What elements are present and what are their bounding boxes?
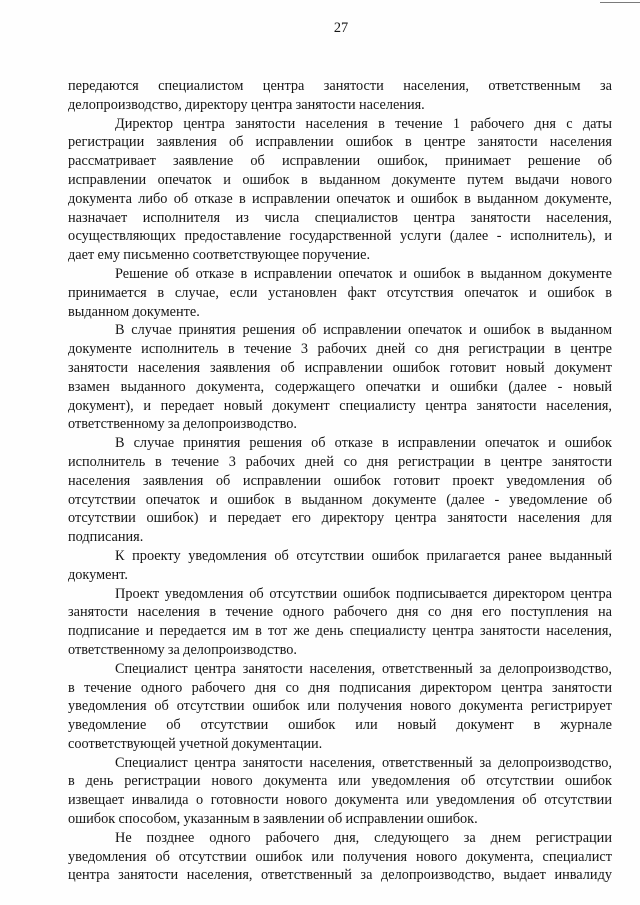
paragraph (68, 660, 612, 754)
text-line: соответствующей учетной документации. (68, 735, 323, 752)
text-line: занятости населения в течение одного рабочего дня со дня его поступления на (68, 604, 612, 621)
scan-edge-line (600, 2, 640, 3)
paragraph (68, 321, 612, 434)
paragraph (68, 265, 612, 321)
paragraph (68, 115, 612, 265)
text-line: Специалист центра занятости населения, ответственный за делопроизводство, (115, 660, 612, 677)
page-number: 27 (333, 20, 349, 36)
text-line: уведомление об отсутствии ошибок или новый документ в журнале (68, 717, 612, 734)
text-line: уведомления об отсутствии ошибок или получения нового документа регистрирует (68, 698, 612, 715)
text-line: принимается в случае, если установлен факт отсутствия опечаток и ошибок в (68, 284, 612, 301)
paragraph (68, 547, 612, 585)
text-line: отсутствии ошибок) и передает его директору центра занятости населения для (68, 510, 612, 527)
text-line: документа либо об отказе в исправлении опечаток и ошибок в выданном документе, (68, 190, 612, 207)
text-line: Решение об отказе в исправлении опечаток и ошибок в выданном документе (115, 265, 612, 282)
text-line: взамен выданного документа, содержащего опечатки и ошибки (далее - новый (68, 378, 612, 395)
text-line: рассматривает заявление об исправлении ошибок, принимает решение об (68, 153, 612, 170)
text-line: Специалист центра занятости населения, ответственный за делопроизводство, (115, 754, 612, 771)
text-line: уведомления об отсутствии ошибок или получения нового документа, специалист (68, 848, 612, 865)
text-line: подписания. (68, 529, 144, 546)
paragraph (68, 829, 612, 885)
paragraph (68, 434, 612, 547)
text-line: населения заявления об исправлении ошибок готовит проект уведомления об (68, 472, 612, 489)
text-line: документе исполнитель в течение 3 рабочих дней со дня регистрации в центре (68, 341, 612, 358)
text-line: выданном документе. (68, 303, 200, 320)
paragraph (68, 754, 612, 829)
text-line: в течение одного рабочего дня со дня подписания директором центра занятости (68, 679, 612, 696)
text-line: исполнитель в течение 3 рабочих дней со дня регистрации в центре занятости (68, 453, 612, 470)
text-line: извещает инвалида о готовности нового документа или уведомления об отсутствии (68, 792, 612, 809)
text-line: делопроизводство, директору центра занятости населения. (68, 96, 425, 113)
text-line: исправлении опечаток и ошибок в выданном документе путем выдачи нового (68, 171, 612, 188)
text-line: занятости населения заявления об исправлении ошибок готовит новый документ (68, 359, 612, 376)
text-line: документ), и передает новый документ специалисту центра занятости населения, (68, 397, 612, 414)
text-line: дает ему письменно соответствующее поручение. (68, 247, 371, 264)
text-line: ошибок способом, указанным в заявлении об исправлении ошибок. (68, 811, 478, 828)
text-line: документ. (68, 566, 128, 583)
paragraph-continuation (68, 77, 612, 115)
text-line: в день регистрации нового документа или уведомления об отсутствии ошибок (68, 773, 612, 790)
document-body (68, 77, 612, 885)
text-line: В случае принятия решения об исправлении опечаток и ошибок в выданном (115, 322, 612, 339)
text-line: ответственному за делопроизводство. (68, 416, 297, 433)
text-line: Не позднее одного рабочего дня, следующего за днем регистрации (115, 829, 612, 846)
text-line: подписание и передается им в тот же день специалисту центра занятости населения, (68, 623, 612, 640)
text-line: Проект уведомления об отсутствии ошибок подписывается директором центра (115, 585, 612, 602)
text-line: К проекту уведомления об отсутствии ошибок прилагается ранее выданный (115, 547, 612, 564)
text-line: отсутствии опечаток и ошибок в выданном документе (далее - уведомление об (68, 491, 612, 508)
paragraph (68, 585, 612, 660)
text-line: регистрации заявления об исправлении ошибок в центре занятости населения (68, 134, 612, 151)
text-line: центра занятости населения, ответственный за делопроизводство, выдает инвалиду (68, 867, 612, 884)
text-line: Директор центра занятости населения в течение 1 рабочего дня с даты (115, 115, 612, 132)
text-line: назначает исполнителя из числа специалистов центра занятости населения, (68, 209, 612, 226)
text-line: осуществляющих предоставление государственной услуги (далее - исполнитель), и (68, 228, 612, 245)
text-line: В случае принятия решения об отказе в исправлении опечаток и ошибок (115, 435, 612, 452)
text-line: передаются специалистом центра занятости населения, ответственным за (68, 78, 612, 94)
text-line: ответственному за делопроизводство. (68, 641, 297, 658)
